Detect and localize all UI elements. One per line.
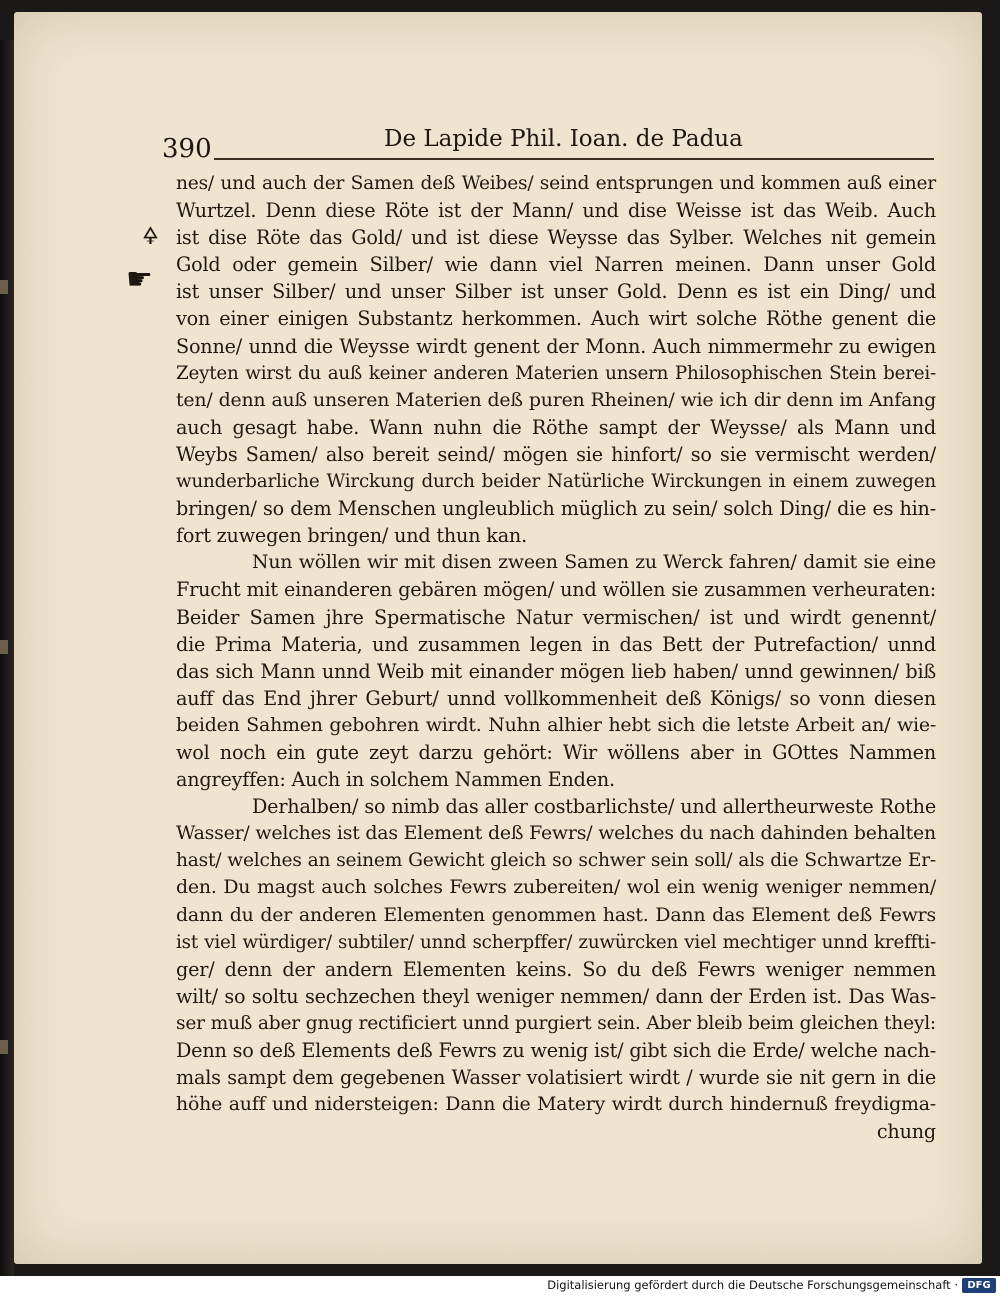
text-line: den. Du magst auch solches Fewrs zubereiten/ wol ein wenig weniger nemmen/ xyxy=(176,876,936,899)
funding-credit: Digitalisierung gefördert durch die Deutsche Forschungsgemeinschaft · xyxy=(547,1278,958,1292)
sulfur-symbol-icon: 🜍 xyxy=(142,222,159,250)
text-line: nes/ und auch der Samen deß Weibes/ seind entsprungen und kommen auß einer xyxy=(176,173,936,194)
text-line: wol noch ein gute zeyt darzu gehört: Wir wöllens aber in GOttes Nammen xyxy=(176,740,936,764)
text-line: dann du der anderen Elementen genommen hast. Dann das Element deß Fewrs xyxy=(176,903,936,926)
body-text xyxy=(176,170,936,1145)
text-line: ist viel würdiger/ subtiler/ unnd scherpffer/ zuwürcken viel mechtiger unnd kreffti- xyxy=(176,931,936,953)
text-line: Beider Samen jhre Spermatische Natur vermischen/ ist und wirdt genennt/ xyxy=(176,605,936,629)
text-line: bringen/ so dem Menschen ungleublich müglich zu sein/ solch Ding/ die es hin- xyxy=(176,497,936,521)
text-line: Nun wöllen wir mit disen zween Samen zu Werck fahren/ damit sie eine xyxy=(252,551,936,574)
book-edge xyxy=(0,40,14,1276)
footer-bar xyxy=(0,1276,1000,1296)
text-line: angreyffen: Auch in solchem Nammen Enden. xyxy=(176,768,615,792)
text-line: fort zuwegen bringen/ und thun kan. xyxy=(176,524,527,548)
header-rule xyxy=(214,158,934,160)
dfg-logo: DFG xyxy=(962,1278,996,1293)
text-line: Derhalben/ so nimb das aller costbarlichste/ und allertheurweste Rothe xyxy=(252,795,936,819)
text-line: Weybs Samen/ also bereit seind/ mögen sie hinfort/ so sie vermischt werden/ xyxy=(176,442,936,466)
text-line: Denn so deß Elements deß Fewrs zu wenig ist/ gibt sich die Erde/ welche nach- xyxy=(176,1039,936,1062)
text-line: auch gesagt habe. Wann nuhn die Röthe sampt der Weysse/ als Mann und xyxy=(176,415,936,439)
text-line: Wurtzel. Denn diese Röte ist der Mann/ und dise Weisse ist das Weib. Auch xyxy=(176,199,936,223)
text-line: Wasser/ welches ist das Element deß Fewrs/ welches du nach dahinden behalten xyxy=(176,822,936,845)
text-line: Gold oder gemein Silber/ wie dann viel Narren meinen. Dann unser Gold xyxy=(176,253,936,277)
text-line: höhe auff und nidersteigen: Dann die Matery wirdt durch hindernuß freydigma- xyxy=(176,1093,936,1116)
edge-mark xyxy=(0,1040,8,1054)
text-line: hast/ welches an seinem Gewicht gleich so schwer sein soll/ als die Schwartze Er- xyxy=(176,850,936,872)
edge-mark xyxy=(0,280,8,294)
text-line: wunderbarliche Wirckung durch beider Natürliche Wirckungen in einem zuwegen xyxy=(176,471,936,493)
text-line: auff das End jhrer Geburt/ unnd vollkommenheit deß Königs/ so vonn diesen xyxy=(176,686,936,710)
text-line: ten/ denn auß unseren Materien deß puren Rheinen/ wie ich dir denn im Anfang xyxy=(176,388,936,411)
text-line: ist unser Silber/ und unser Silber ist unser Gold. Denn es ist ein Ding/ und xyxy=(176,280,936,304)
edge-mark xyxy=(0,640,8,654)
text-line: ser muß aber gnug rectificiert unnd purgiert sein. Aber bleib beim gleichen theyl: xyxy=(176,1012,936,1034)
catchword: chung xyxy=(876,1120,936,1144)
text-line: Zeyten wirst du auß keiner anderen Materien unsern Philosophischen Stein berei- xyxy=(176,362,936,384)
page-number: 390 xyxy=(162,134,212,164)
pointing-hand-icon: ☛ xyxy=(126,262,153,297)
text-line: von einer einigen Substantz herkommen. Auch wirt solche Röthe genent die xyxy=(176,307,936,331)
text-line: wilt/ so soltu sechzechen theyl weniger nemmen/ dann der Erden ist. Das Was- xyxy=(176,984,936,1008)
text-line: beiden Sahmen gebohren wirdt. Nuhn alhier hebt sich die letste Arbeit an/ wie- xyxy=(176,713,936,736)
running-head: De Lapide Phil. Ioan. de Padua xyxy=(384,126,743,152)
text-line: das sich Mann unnd Weib mit einander mögen lieb haben/ unnd gewinnen/ biß xyxy=(176,659,936,683)
text-line: ger/ denn der andern Elementen keins. So du deß Fewrs weniger nemmen xyxy=(176,957,936,981)
text-line: mals sampt dem gegebenen Wasser volatisiert wirdt / wurde sie nit gern in die xyxy=(176,1066,936,1090)
text-line: die Prima Materia, und zusammen legen in das Bett der Putrefaction/ unnd xyxy=(176,632,936,656)
page-header xyxy=(162,120,942,164)
text-line: ist dise Röte das Gold/ und ist diese Weysse das Sylber. Welches nit gemein xyxy=(176,226,936,250)
text-line: Frucht mit einanderen gebären mögen/ und wöllen sie zusammen verheuraten: xyxy=(176,578,936,602)
text-line: Sonne/ unnd die Weysse wirdt genent der Monn. Auch nimmermehr zu ewigen xyxy=(176,334,936,358)
